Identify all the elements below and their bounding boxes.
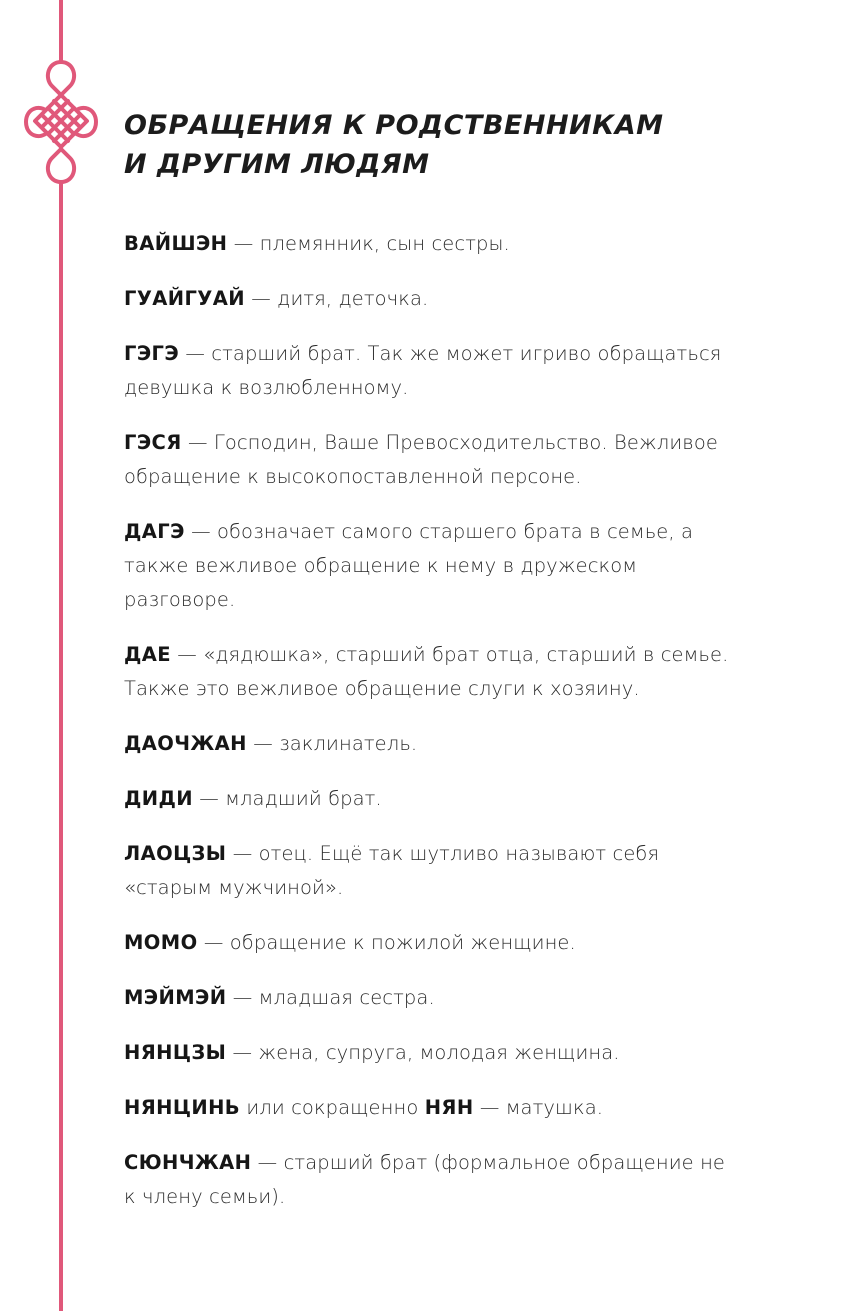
- decorative-cord: [0, 0, 120, 1311]
- entry-term: ДАГЭ: [124, 520, 185, 543]
- glossary-entry: [124, 638, 742, 706]
- glossary-entry: [124, 426, 742, 494]
- entry-term: ГЭГЭ: [124, 342, 180, 365]
- entry-definition: — младшая сестра.: [226, 986, 435, 1009]
- glossary-entry: [124, 1146, 742, 1214]
- entry-term-short: НЯН: [424, 1096, 474, 1119]
- glossary-entry: [124, 515, 742, 617]
- entry-term: НЯНЦЗЫ: [124, 1041, 227, 1064]
- entry-term: ДИДИ: [124, 787, 193, 810]
- glossary-entry: [124, 727, 742, 761]
- entry-definition: — племянник, сын сестры.: [227, 232, 510, 255]
- entry-definition: — отец. Ещё так шутливо называют себя «старым мужчиной».: [124, 842, 660, 899]
- glossary-entry: [124, 926, 742, 960]
- entry-definition: — обращение к пожилой женщине.: [197, 931, 576, 954]
- entry-term: МОМО: [124, 931, 198, 954]
- entry-conjunction: или сокращенно: [240, 1096, 425, 1119]
- entry-definition: — жена, супруга, молодая женщина.: [226, 1041, 620, 1064]
- page-title-line-1: ОБРАЩЕНИЯ К РОДСТВЕННИКАМ: [124, 110, 664, 141]
- glossary-list: [124, 227, 742, 1235]
- glossary-entry: [124, 282, 742, 316]
- glossary-entry: [124, 782, 742, 816]
- page-title-line-2: И ДРУГИМ ЛЮДЯМ: [124, 149, 430, 180]
- entry-definition: — матушка.: [473, 1096, 604, 1119]
- glossary-entry: [124, 1091, 742, 1125]
- entry-definition: — «дядюшка», старший брат отца, старший в семье. Также это вежливое обращение слуги к хозяину.: [124, 643, 729, 700]
- entry-definition: — старший брат. Так же может игриво обращаться девушка к возлюбленному.: [124, 342, 722, 399]
- glossary-entry: [124, 1036, 742, 1070]
- entry-definition: — младший брат.: [192, 787, 382, 810]
- entry-definition: — Господин, Ваше Превосходительство. Вежливое обращение к высокопоставленной персоне.: [124, 431, 718, 488]
- entry-definition: — обозначает самого старшего брата в семье, а также вежливое обращение к нему в дружеском разговоре.: [124, 520, 694, 611]
- entry-term: МЭЙМЭЙ: [124, 986, 227, 1009]
- entry-term: НЯНЦИНЬ: [124, 1096, 241, 1119]
- glossary-entry: [124, 337, 742, 405]
- entry-term: ДАЕ: [124, 643, 171, 666]
- entry-definition: — заклинатель.: [246, 732, 418, 755]
- entry-term: ГУАЙГУАЙ: [124, 287, 245, 310]
- entry-term: ДАОЧЖАН: [124, 732, 247, 755]
- entry-definition: — дитя, деточка.: [244, 287, 429, 310]
- entry-definition: — старший брат (формальное обращение не к члену семьи).: [124, 1151, 726, 1208]
- glossary-entry: [124, 837, 742, 905]
- glossary-entry: [124, 227, 742, 261]
- page-title: [124, 106, 764, 184]
- entry-term: ЛАОЦЗЫ: [124, 842, 227, 865]
- endless-knot-icon: [26, 62, 96, 182]
- entry-term: ГЭСЯ: [124, 431, 182, 454]
- glossary-entry: [124, 981, 742, 1015]
- entry-term: ВАЙШЭН: [124, 232, 228, 255]
- entry-term: СЮНЧЖАН: [124, 1151, 252, 1174]
